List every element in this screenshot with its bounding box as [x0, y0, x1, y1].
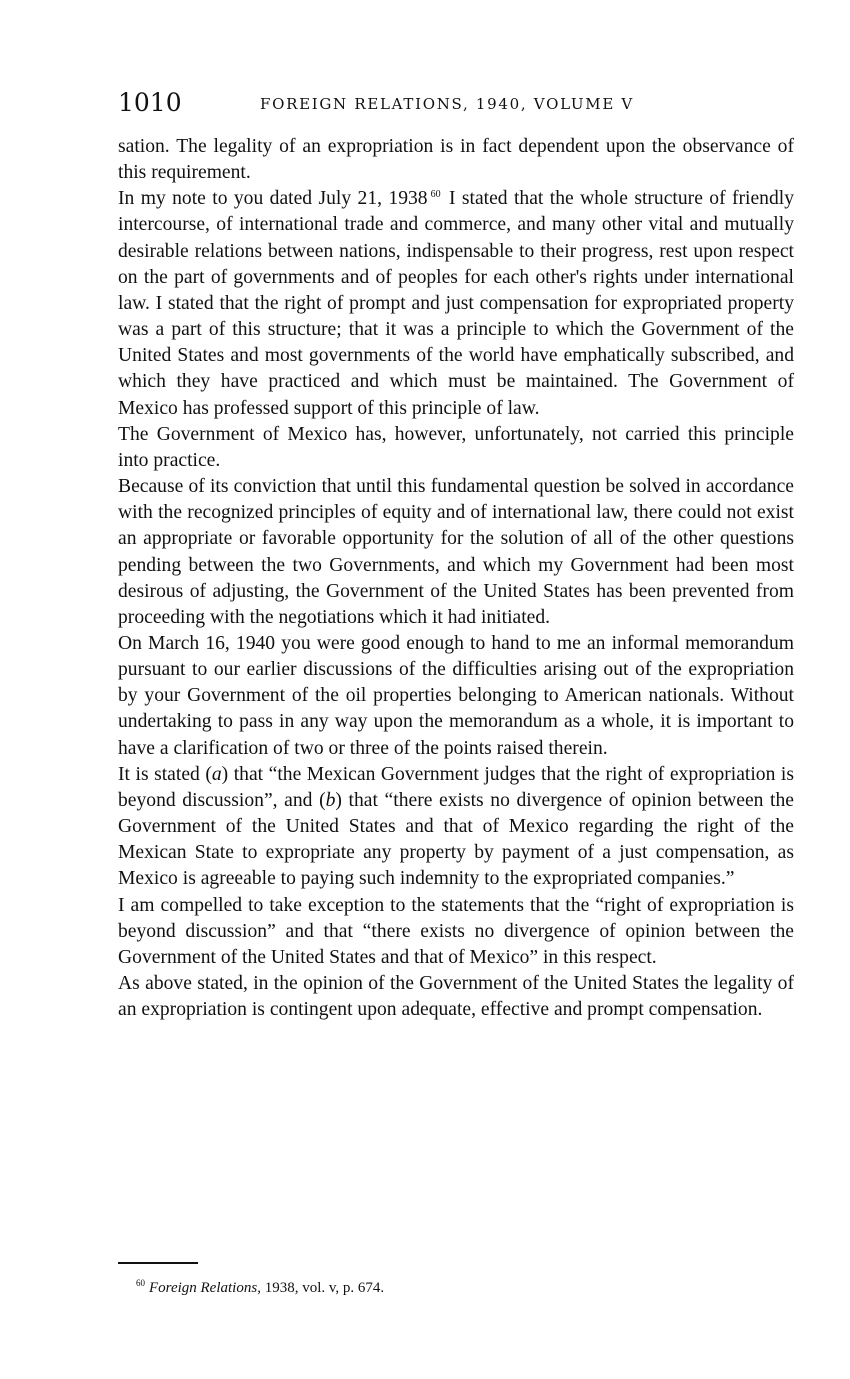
paragraph-2 [118, 186, 794, 421]
paragraph-6-text-middle: ) that “the Mexican Government judges that the right of expropriation is beyond discussion”, and ( [118, 763, 794, 811]
footnote-divider [118, 1262, 198, 1264]
footnote-mark: 60 [136, 1278, 145, 1288]
paragraph-4: Because of its conviction that until this fundamental question be solved in accordance with the recognized principles of equity and of international law, there could not exist an appropriate or favorable opportunity for the solution of all of the other questions pending between the two Governments, and which my Government had been most desirous of adjusting, the Government of the United States has been prevented from proceeding with the negotiations which it had initiated. [118, 476, 794, 628]
footnote-source-title: Foreign Relations [149, 1280, 258, 1296]
running-title: FOREIGN RELATIONS, 1940, VOLUME V [260, 95, 634, 113]
paragraph-1: sation. The legality of an expropriation is in fact dependent upon the observance of this requirement. [118, 136, 794, 184]
paragraph-8: As above stated, in the opinion of the Government of the United States the legality of an expropriation is contingent upon adequate, effective and prompt compensation. [118, 973, 794, 1021]
footnote [136, 1272, 384, 1299]
item-b-label: b [325, 789, 336, 811]
footnote-reference: 60 [430, 188, 441, 200]
paragraph-6 [118, 762, 794, 893]
paragraph-7: I am compelled to take exception to the statements that the “right of expropriation is beyond discussion” and that “there exists no divergence of opinion between the Government of the United States and that of Mexico” in this respect. [118, 894, 794, 968]
page-number: 1010 [118, 88, 182, 117]
body-text [118, 134, 794, 1023]
item-a-label: a [211, 763, 222, 785]
paragraph-3: The Government of Mexico has, however, unfortunately, not carried this principle into practice. [118, 423, 794, 471]
paragraph-2-text-start: In my note to you dated July 21, 1938 [118, 188, 428, 210]
footnote-citation: , 1938, vol. v, p. 674. [257, 1280, 385, 1296]
paragraph-6-text-start: It is stated ( [118, 763, 212, 785]
paragraph-2-text-end: I stated that the whole structure of friendly intercourse, of international trade and commerce, and many other vital and mutually desirable relations between nations, indispensable to their progress, rest upon respect on the part of governments and of peoples for each other's rights under international law. I stated that the right of prompt and just compensation for expropriated property was a part of this structure; that it was a principle to which the Government of the United States and most governments of the world have emphatically subscribed, and which they have practiced and which must be maintained. The Government of Mexico has professed support of this principle of law. [118, 188, 795, 419]
paragraph-5: On March 16, 1940 you were good enough to hand to me an informal memorandum pursuant to our earlier discussions of the difficulties arising out of the expropriation by your Government of the oil properties belonging to American nationals. Without undertaking to pass in any way upon the memorandum as a whole, it is important to have a clarification of two or three of the points raised therein. [118, 632, 794, 759]
running-head [118, 86, 798, 120]
paragraph-6-text-end: ) that “there exists no divergence of opinion between the Government of the United States and that of Mexico regarding the right of the Mexican State to expropriate any property by payment of a just compensation, as Mexico is agreeable to paying such indemnity to the expropriated companies.” [118, 789, 794, 890]
